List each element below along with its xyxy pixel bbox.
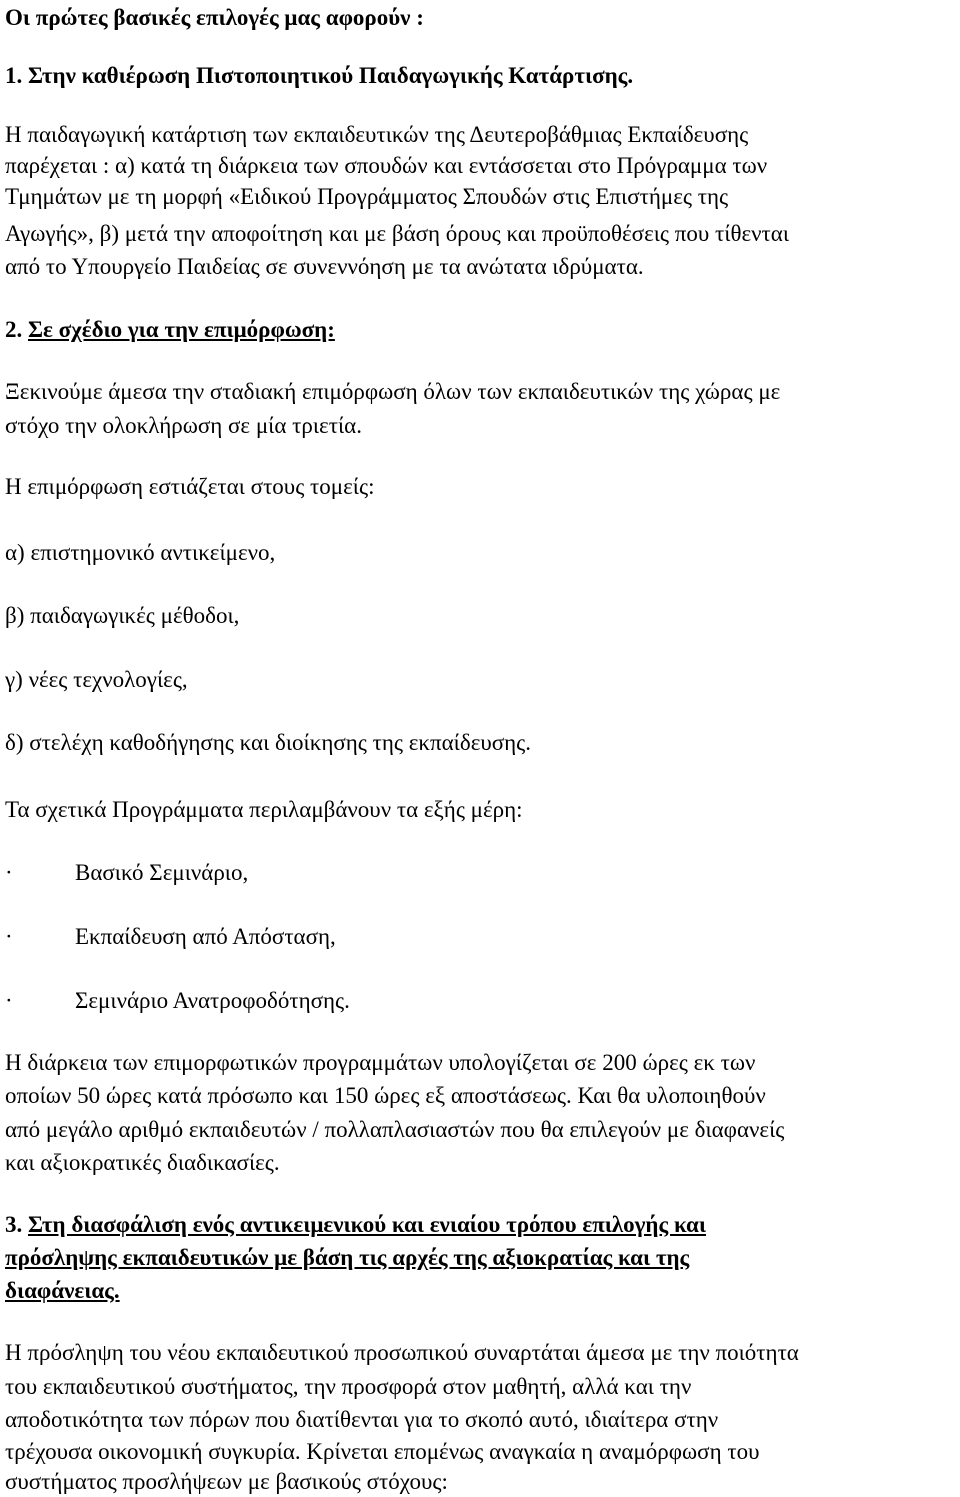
section-3-paragraph-line: του εκπαιδευτικού συστήματος, την προσφορά στον μαθητή, αλλά και την bbox=[5, 1374, 692, 1399]
bullet-icon: · bbox=[5, 860, 13, 885]
focus-item: α) επιστημονικό αντικείμενο, bbox=[5, 540, 276, 565]
section-1-heading: 1. Στην καθιέρωση Πιστοποιητικού Παιδαγωγικής Κατάρτισης. bbox=[5, 63, 634, 88]
section-3-title: διαφάνειας. bbox=[5, 1278, 120, 1303]
duration-line: Η διάρκεια των επιμορφωτικών προγραμμάτων υπολογίζεται σε 200 ώρες εκ των bbox=[5, 1050, 756, 1075]
parts-item: Εκπαίδευση από Απόσταση, bbox=[75, 924, 336, 949]
focus-item: γ) νέες τεχνολογίες, bbox=[5, 667, 188, 692]
section-3-heading bbox=[5, 1209, 706, 1240]
focus-item: β) παιδαγωγικές μέθοδοι, bbox=[5, 603, 240, 628]
section-2-title: Σε σχέδιο για την επιμόρφωση: bbox=[28, 317, 335, 342]
bullet-icon: · bbox=[5, 924, 13, 949]
duration-line: και αξιοκρατικές διαδικασίες. bbox=[5, 1150, 280, 1175]
section-2-paragraph-line: Ξεκινούμε άμεσα την σταδιακή επιμόρφωση όλων των εκπαιδευτικών της χώρας με bbox=[5, 379, 781, 404]
section-3-title: Στη διασφάλιση ενός αντικειμενικού και ενιαίου τρόπου επιλογής και bbox=[28, 1212, 707, 1237]
section-3-paragraph-line: τρέχουσα οικονομική συγκυρία. Κρίνεται επομένως αναγκαία η αναμόρφωση του bbox=[5, 1439, 760, 1464]
section-1-line: παρέχεται : α) κατά τη διάρκεια των σπουδών και εντάσσεται στο Πρόγραμμα των bbox=[5, 153, 768, 178]
section-3-paragraph-line: Η πρόσληψη του νέου εκπαιδευτικού προσωπικού συναρτάται άμεσα με την ποιότητα bbox=[5, 1340, 799, 1365]
section-1-line: Η παιδαγωγική κατάρτιση των εκπαιδευτικών της Δευτεροβάθμιας Εκπαίδευσης bbox=[5, 122, 749, 147]
section-3-paragraph-line: συστήματος προσλήψεων με βασικούς στόχους: bbox=[5, 1469, 448, 1494]
parts-intro: Τα σχετικά Προγράμματα περιλαμβάνουν τα εξής μέρη: bbox=[5, 797, 523, 822]
section-1-line: Αγωγής», β) μετά την αποφοίτηση και με βάση όρους και προϋποθέσεις που τίθενται bbox=[5, 221, 790, 246]
section-2-number: 2. bbox=[5, 317, 28, 342]
parts-item: Σεμινάριο Ανατροφοδότησης. bbox=[75, 988, 350, 1013]
section-3-number: 3. bbox=[5, 1212, 28, 1237]
intro-heading: Οι πρώτες βασικές επιλογές μας αφορούν : bbox=[5, 5, 424, 30]
section-3-paragraph-line: αποδοτικότητα των πόρων που διατίθενται για το σκοπό αυτό, ιδιαίτερα στην bbox=[5, 1407, 719, 1432]
section-2-paragraph-line: στόχο την ολοκλήρωση σε μία τριετία. bbox=[5, 413, 362, 438]
section-3-title: πρόσληψης εκπαιδευτικών με βάση τις αρχές της αξιοκρατίας και της bbox=[5, 1245, 690, 1270]
focus-intro: Η επιμόρφωση εστιάζεται στους τομείς: bbox=[5, 474, 375, 499]
duration-line: από μεγάλο αριθμό εκπαιδευτών / πολλαπλασιαστών που θα επιλεγούν με διαφανείς bbox=[5, 1117, 785, 1142]
section-1-line: Τμημάτων με τη μορφή «Ειδικού Προγράμματος Σπουδών στις Επιστήμες της bbox=[5, 184, 729, 209]
duration-line: οποίων 50 ώρες κατά πρόσωπο και 150 ώρες εξ αποστάσεως. Και θα υλοποιηθούν bbox=[5, 1083, 766, 1108]
focus-item: δ) στελέχη καθοδήγησης και διοίκησης της εκπαίδευσης. bbox=[5, 730, 532, 755]
bullet-icon: · bbox=[5, 988, 13, 1013]
parts-item: Βασικό Σεμινάριο, bbox=[75, 860, 249, 885]
section-1-line: από το Υπουργείο Παιδείας σε συνεννόηση με τα ανώτατα ιδρύματα. bbox=[5, 254, 644, 279]
section-2-heading bbox=[5, 314, 335, 345]
